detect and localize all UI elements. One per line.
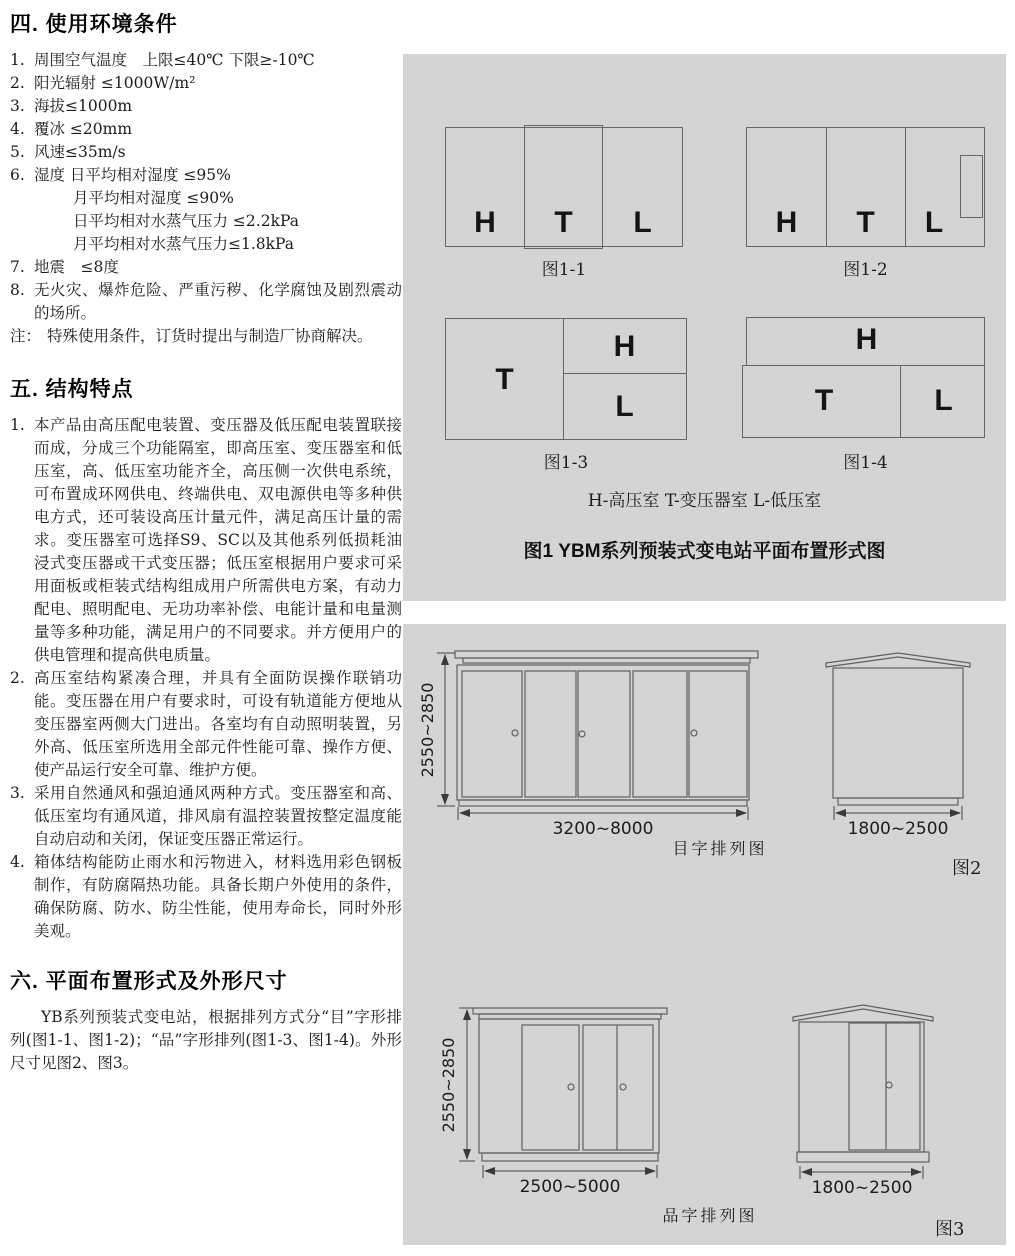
label-L: L (615, 390, 634, 423)
item-number: 4. (10, 120, 25, 138)
figure23-panel (403, 624, 1006, 1245)
item-subline: 日平均相对水蒸气压力 ≤2.2kPa (73, 212, 299, 230)
item-text: 覆冰 ≤20mm (34, 120, 133, 138)
item-subline: 月平均相对水蒸气压力≤1.8kPa (73, 235, 295, 253)
section6-title: 六. 平面布置形式及外形尺寸 (10, 970, 288, 993)
pin-front-drawing (439, 1008, 758, 1225)
list-item (10, 118, 402, 141)
section4-title: 四. 使用环境条件 (10, 13, 178, 36)
item-number: 1. (10, 51, 25, 69)
fig3-side-width-dim: 1800~2500 (811, 1178, 913, 1198)
item-text: 风速≤35m/s (34, 143, 126, 161)
pin-front-height-dim: 2550~2850 (439, 1037, 458, 1133)
label-T: T (856, 206, 875, 239)
label-H: H (855, 323, 878, 356)
fig-1-2-caption: 图1-2 (843, 260, 888, 280)
section6-paragraph: YB系列预装式变电站，根据排列方式分“目”字形排列(图1-1、图1-2)；“品”字形排列(图1-3、图1-4)。外形尺寸见图2、图3。 (10, 1008, 402, 1072)
mu-front-drawing (418, 651, 768, 858)
figure1-panel (403, 54, 1006, 601)
item-text: 采用自然通风和强迫通风两种方式。变压器室和高、低压室均有通风道，排风扇有温控装置按整定温度能自动启动和关闭，保证变压器正常运行。 (34, 784, 402, 848)
item-number: 5. (10, 143, 25, 161)
label-T: T (554, 206, 573, 239)
fig1-legend: H-高压室 T-变压器室 L-低压室 (587, 491, 822, 511)
mu-front-caption: 目字排列图 (672, 839, 768, 858)
fig-1-2-small-room (960, 155, 983, 218)
item-text: 阳光辐射 ≤1000W/m² (34, 74, 196, 92)
item-subline: 月平均相对湿度 ≤90% (73, 189, 234, 207)
label-H: H (474, 206, 496, 239)
fig2-side-width-dim: 1800~2500 (847, 819, 949, 839)
fig-1-1 (445, 127, 683, 247)
item-number: 6. (10, 166, 25, 184)
list-item (10, 141, 402, 164)
label-L: L (924, 206, 944, 239)
fig-1-2 (746, 127, 985, 247)
mu-front-height-dim: 2550~2850 (418, 682, 437, 778)
item-number: 3. (10, 784, 25, 802)
list-item (10, 782, 402, 851)
item-text: 湿度 日平均相对湿度 ≤95% (34, 166, 231, 184)
item-text: 周围空气温度 上限≤40℃ 下限≥-10℃ (34, 51, 315, 69)
item-number: 4. (10, 853, 25, 871)
list-item (10, 667, 402, 782)
fig-1-3-divider (563, 373, 686, 374)
fig1-title: 图1 YBM系列预装式变电站平面布置形式图 (523, 541, 886, 562)
fig-1-3 (445, 318, 687, 440)
label-T: T (495, 363, 514, 396)
list-item (10, 49, 402, 72)
fig3-caption: 图3 (935, 1219, 965, 1240)
item-number: 8. (10, 281, 25, 299)
note-row (10, 325, 402, 348)
item-number: 3. (10, 97, 25, 115)
note-text: 特殊使用条件，订货时提出与制造厂协商解决。 (47, 327, 373, 345)
fig-1-4 (746, 317, 985, 438)
list-item (10, 164, 402, 187)
label-L: L (633, 206, 652, 239)
pin-front-width-dim: 2500~5000 (519, 1177, 621, 1197)
fig-1-4-caption: 图1-4 (843, 453, 888, 473)
note-label: 注： (10, 327, 42, 345)
item-number: 2. (10, 669, 25, 687)
item-number: 1. (10, 416, 25, 434)
item-text: 海拔≤1000m (34, 97, 133, 115)
text-column (10, 8, 402, 1075)
section5-title: 五. 结构特点 (10, 378, 134, 401)
item-text: 高压室结构紧凑合理，并具有全面防误操作联销功能。变压器在用户有要求时，可设有轨道能方便地从变压器室两侧大门进出。各室均有自动照明装置，另外高、低压室所选用全部元件性能可靠、操作方便、使产品运行安全可靠、维护方便。 (34, 669, 402, 779)
list-item (10, 72, 402, 95)
label-H: H (775, 206, 798, 239)
fig2-caption: 图2 (952, 858, 982, 879)
item-text: 本产品由高压配电装置、变压器及低压配电装置联接而成，分成三个功能隔室，即高压室、变压器室和低压室，高、低压室功能齐全，高压侧一次供电系统，可布置成环网供电、终端供电、双电源供电等多种供电方式，还可装设高压计量元件，满足高压计量的需求。变压器室可选择S9、SC以及其他系列低损耗油浸式变压器或干式变压器；低压室根据用户要求可采用面板或柜装式结构组成用户所需供电方案，有动力配电、照明配电、无功功率补偿、电能计量和电量测量等多种功能，满足用户的不同要求。并方便用户的供电管理和提高供电质量。 (34, 416, 402, 664)
fig3-side-drawing (793, 1005, 964, 1240)
fig-1-3-caption: 图1-3 (543, 453, 589, 473)
fig2-side-drawing (826, 653, 981, 879)
pin-front-caption: 品字排列图 (662, 1206, 758, 1225)
mu-front-width-dim: 3200~8000 (552, 819, 654, 839)
item-number: 2. (10, 74, 25, 92)
list-item (10, 851, 402, 943)
item-number: 7. (10, 258, 25, 276)
item-text: 地震 ≤8度 (34, 258, 119, 276)
label-L: L (934, 384, 953, 417)
fig-1-1-caption: 图1-1 (541, 260, 587, 280)
list-item (10, 95, 402, 118)
list-item (10, 414, 402, 667)
label-H: H (613, 330, 636, 363)
list-item (10, 256, 402, 279)
item-text: 箱体结构能防止雨水和污物进入，材料选用彩色钢板制作，有防腐隔热功能。具备长期户外使用的条件，确保防腐、防水、防尘性能，使用寿命长，同时外形美观。 (34, 853, 402, 940)
item-text: 无火灾、爆炸危险、严重污秽、化学腐蚀及剧烈震动的场所。 (34, 281, 402, 322)
list-item (10, 279, 402, 325)
label-T: T (814, 384, 834, 417)
dimension-drawings (403, 624, 1006, 1245)
